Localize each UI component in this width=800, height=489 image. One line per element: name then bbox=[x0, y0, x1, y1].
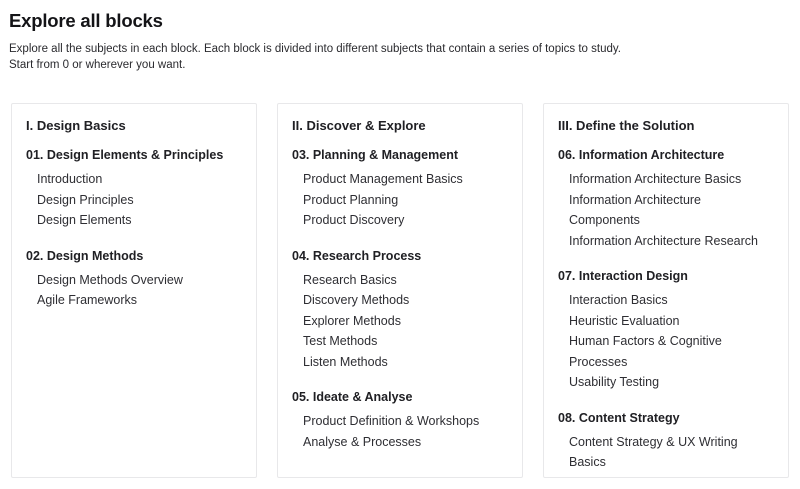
subject-title[interactable]: 03. Planning & Management bbox=[292, 148, 459, 162]
page-description-line-1: Explore all the subjects in each block. Each block is divided into different subjects that contain a series of topics to study. bbox=[9, 43, 621, 55]
topic-link[interactable]: Information Architecture Basics bbox=[569, 172, 742, 186]
block-title: III. Define the Solution bbox=[558, 118, 695, 133]
subject-group bbox=[292, 389, 508, 452]
block-title: I. Design Basics bbox=[26, 118, 126, 133]
subject-group bbox=[558, 410, 774, 473]
topic-link[interactable]: Explorer Methods bbox=[303, 313, 401, 328]
page-title: Explore all blocks bbox=[9, 10, 163, 31]
topic-link[interactable]: Research Basics bbox=[303, 272, 397, 287]
block-card bbox=[277, 103, 523, 478]
subject-title[interactable]: 07. Interaction Design bbox=[558, 269, 688, 283]
topic-link[interactable]: Heuristic Evaluation bbox=[569, 313, 680, 328]
blocks-row bbox=[9, 103, 791, 478]
topic-link[interactable]: Usability Testing bbox=[569, 375, 660, 389]
topic-link[interactable]: Content Strategy & UX Writing Basics bbox=[569, 434, 738, 469]
subject-group bbox=[292, 248, 508, 373]
subject-title[interactable]: 04. Research Process bbox=[292, 248, 422, 263]
subject-title[interactable]: 06. Information Architecture bbox=[558, 148, 725, 162]
topic-link[interactable]: Product Planning bbox=[303, 192, 399, 207]
topic-link[interactable]: Information Architecture Research bbox=[569, 233, 758, 248]
topic-link[interactable]: Product Definition & Workshops bbox=[303, 414, 480, 428]
subject-group bbox=[26, 248, 242, 311]
topic-link[interactable]: Design Elements bbox=[37, 213, 132, 227]
topic-link[interactable]: Test Methods bbox=[303, 334, 378, 348]
block-card bbox=[543, 103, 789, 478]
subject-title[interactable]: 02. Design Methods bbox=[26, 248, 144, 263]
topic-link[interactable]: Product Management Basics bbox=[303, 172, 463, 186]
topic-link[interactable]: Analyse & Processes bbox=[303, 434, 422, 449]
topic-link[interactable]: Discovery Methods bbox=[303, 293, 410, 307]
topic-link[interactable]: Human Factors & Cognitive Processes bbox=[569, 334, 722, 369]
subject-title[interactable]: 05. Ideate & Analyse bbox=[292, 390, 413, 404]
page-description bbox=[9, 42, 791, 73]
subject-group bbox=[558, 268, 774, 393]
topic-link[interactable]: Listen Methods bbox=[303, 354, 388, 369]
topic-link[interactable]: Product Discovery bbox=[303, 213, 405, 227]
subject-group bbox=[292, 147, 508, 231]
subject-group bbox=[26, 147, 242, 231]
topic-link[interactable]: Information Architecture Components bbox=[569, 192, 702, 227]
subject-title[interactable]: 01. Design Elements & Principles bbox=[26, 148, 224, 162]
topic-link[interactable]: Agile Frameworks bbox=[37, 293, 138, 307]
page-description-line-2: Start from 0 or wherever you want. bbox=[9, 58, 186, 71]
topic-link[interactable]: Introduction bbox=[37, 172, 103, 186]
topic-link[interactable]: Design Methods Overview bbox=[37, 272, 183, 287]
block-card bbox=[11, 103, 257, 478]
subject-group bbox=[558, 147, 774, 251]
block-title: II. Discover & Explore bbox=[292, 118, 426, 133]
topic-link[interactable]: Interaction Basics bbox=[569, 293, 668, 307]
subject-title[interactable]: 08. Content Strategy bbox=[558, 410, 680, 425]
topic-link[interactable]: Design Principles bbox=[37, 192, 134, 207]
